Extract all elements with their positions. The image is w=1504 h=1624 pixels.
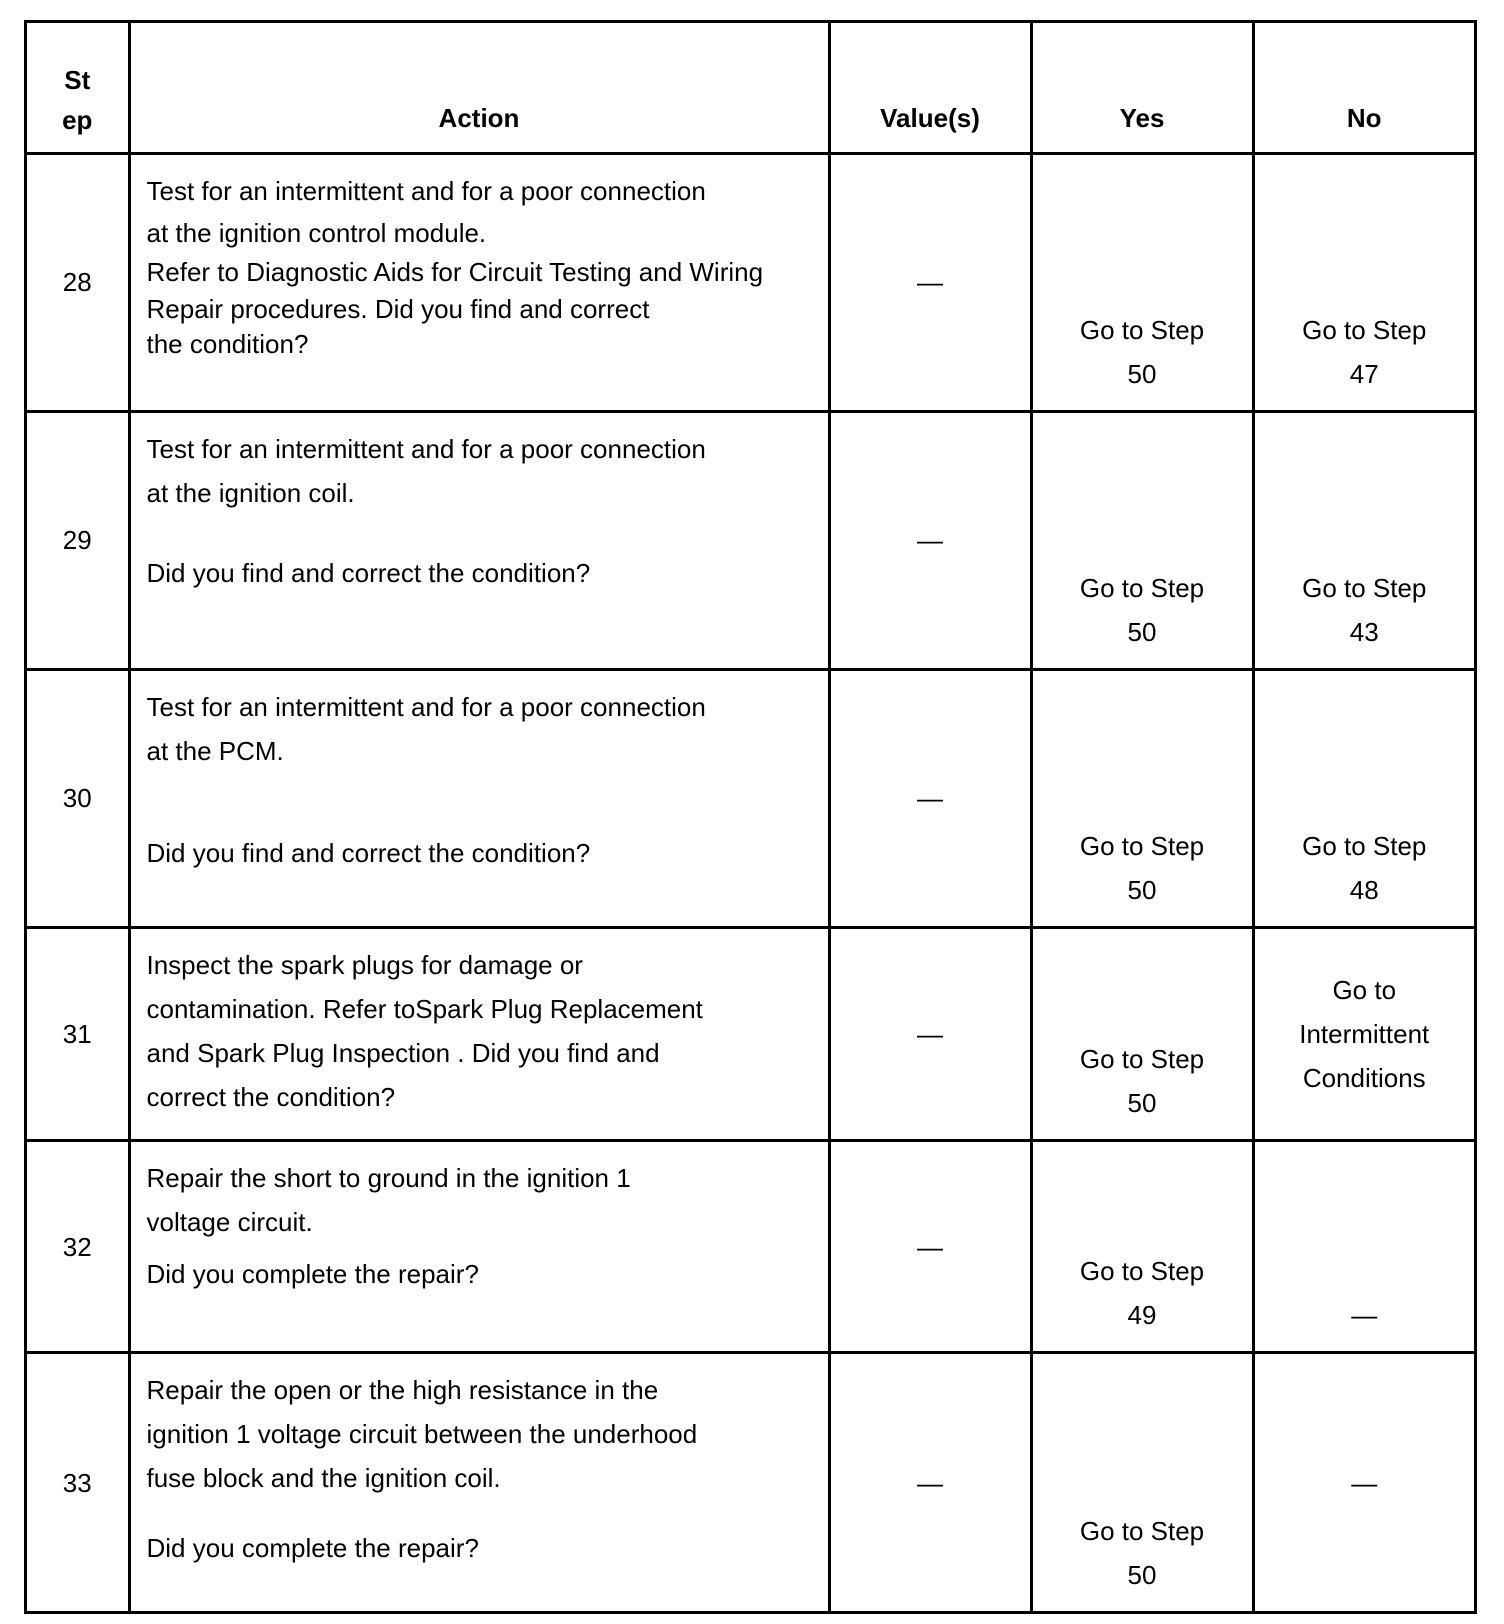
action-line: ignition 1 voltage circuit between the underhood (146, 1419, 698, 1450)
step-number: 28 (27, 153, 129, 411)
table-row (27, 1353, 1474, 1611)
yes-link-line2: 50 (1127, 1560, 1157, 1590)
header-step-line1: St (64, 64, 91, 95)
yes-link-line2: 50 (1127, 616, 1157, 647)
value-cell: — (829, 1353, 1031, 1611)
no-cell: — (1253, 1140, 1474, 1353)
header-step (27, 23, 129, 153)
value-cell: — (829, 928, 1031, 1141)
yes-link-line1: Go to Step (1079, 572, 1205, 603)
step-number: 29 (27, 411, 129, 669)
table-row (27, 928, 1474, 1141)
yes-link-line1: Go to Step (1079, 1256, 1205, 1287)
no-link-line2: Intermittent (1299, 1018, 1430, 1049)
yes-link-line1: Go to Step (1079, 1043, 1205, 1074)
action-line: fuse block and the ignition coil. (146, 1463, 501, 1494)
no-link-line1: Go to Step (1302, 831, 1427, 862)
no-link-line3: Conditions (1302, 1062, 1426, 1093)
action-line: Test for an intermittent and for a poor connection (146, 691, 706, 722)
no-cell (1253, 669, 1474, 927)
yes-link-line1: Go to Step (1079, 831, 1205, 862)
action-line: Test for an intermittent and for a poor connection (146, 433, 706, 464)
value-cell: — (829, 153, 1031, 411)
yes-link-line2: 50 (1127, 875, 1157, 906)
action-line: Repair procedures. Did you find and correct (146, 293, 650, 324)
yes-link-line1: Go to Step (1079, 1516, 1205, 1546)
action-line: and Spark Plug Inspection . Did you find and (146, 1038, 660, 1069)
action-cell (129, 1140, 829, 1353)
action-line: Repair the short to ground in the ignition 1 (146, 1162, 631, 1193)
action-line: the condition? (146, 328, 309, 359)
action-line: Inspect the spark plugs for damage or (146, 950, 583, 981)
header-row (27, 23, 1474, 153)
yes-cell (1031, 928, 1253, 1141)
action-line: Did you complete the repair? (146, 1533, 479, 1564)
table-row (27, 411, 1474, 669)
diagnostic-table-frame (24, 20, 1477, 1614)
yes-link-line2: 49 (1127, 1300, 1157, 1331)
step-number: 30 (27, 669, 129, 927)
value-cell: — (829, 411, 1031, 669)
no-link-line2: 48 (1349, 875, 1379, 906)
yes-cell (1031, 669, 1253, 927)
value-cell: — (829, 1140, 1031, 1353)
table-row (27, 1140, 1474, 1353)
action-line: Repair the open or the high resistance in the (146, 1375, 659, 1406)
action-line: voltage circuit. (146, 1206, 313, 1237)
header-step-line2: ep (62, 104, 93, 135)
no-cell: — (1253, 1353, 1474, 1611)
action-cell (129, 669, 829, 927)
no-link-line1: Go to Step (1302, 572, 1427, 603)
header-no: No (1253, 23, 1474, 153)
no-link-line1: Go to Step (1302, 314, 1427, 345)
header-values: Value(s) (829, 23, 1031, 153)
step-number: 33 (27, 1353, 129, 1611)
action-line: Test for an intermittent and for a poor connection (146, 175, 706, 206)
no-link-line1: Go to (1332, 974, 1397, 1005)
action-line: contamination. Refer toSpark Plug Replacement (146, 994, 703, 1025)
yes-cell (1031, 1353, 1253, 1611)
diagnostic-steps-table (27, 23, 1474, 1611)
header-action: Action (129, 23, 829, 153)
action-cell (129, 153, 829, 411)
table-row (27, 153, 1474, 411)
action-line: correct the condition? (146, 1082, 396, 1113)
yes-cell (1031, 153, 1253, 411)
action-line: at the ignition control module. (146, 217, 487, 248)
no-cell (1253, 153, 1474, 411)
table-row (27, 669, 1474, 927)
no-cell (1253, 411, 1474, 669)
action-cell (129, 1353, 829, 1611)
action-line: Did you find and correct the condition? (146, 837, 591, 868)
action-line: Refer to Diagnostic Aids for Circuit Testing and Wiring (146, 256, 764, 287)
action-cell (129, 928, 829, 1141)
action-line: Did you find and correct the condition? (146, 557, 591, 588)
action-cell (129, 411, 829, 669)
yes-cell (1031, 411, 1253, 669)
no-link-line2: 43 (1349, 616, 1379, 647)
yes-cell (1031, 1140, 1253, 1353)
step-number: 31 (27, 928, 129, 1141)
header-yes: Yes (1031, 23, 1253, 153)
action-line: at the PCM. (146, 735, 284, 766)
yes-link-line2: 50 (1127, 1087, 1157, 1118)
yes-link-line2: 50 (1127, 358, 1157, 389)
no-cell (1253, 928, 1474, 1141)
action-line: Did you complete the repair? (146, 1258, 479, 1289)
step-number: 32 (27, 1140, 129, 1353)
action-line: at the ignition coil. (146, 477, 355, 508)
value-cell: — (829, 669, 1031, 927)
no-link-line2: 47 (1349, 358, 1379, 389)
yes-link-line1: Go to Step (1079, 314, 1205, 345)
